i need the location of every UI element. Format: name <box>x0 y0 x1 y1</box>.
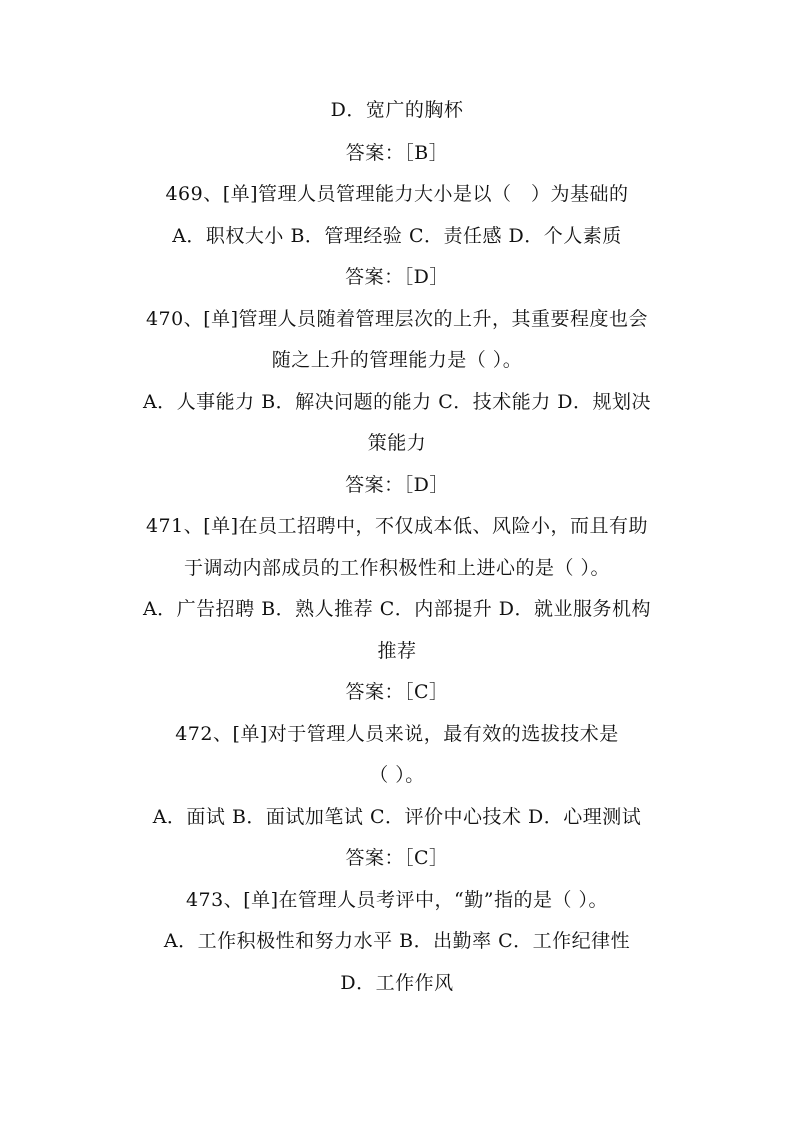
option-line: A．人事能力 B．解决问题的能力 C．技术能力 D．规划决 <box>142 391 652 413</box>
option-line: D．工作作风 <box>340 972 454 994</box>
option-line: 策能力 <box>367 432 427 454</box>
question-line: 470、[单]管理人员随着管理层次的上升，其重要程度也会 <box>145 308 649 330</box>
question-line: 随之上升的管理能力是（ ）。 <box>271 349 523 371</box>
question-line: （ ）。 <box>369 764 425 786</box>
answer-line: 答案：［D］ <box>345 474 449 496</box>
question-line: 于调动内部成员的工作积极性和上进心的是（ ）。 <box>183 557 611 579</box>
answer-line: 答案：［B］ <box>345 142 449 164</box>
option-line: A．职权大小 B．管理经验 C．责任感 D．个人素质 <box>172 225 622 247</box>
answer-line: 答案：［C］ <box>345 847 449 869</box>
option-line: 推荐 <box>377 640 417 662</box>
answer-line: 答案：［D］ <box>345 266 449 288</box>
question-line: 473、[单]在管理人员考评中，“勤”指的是（ ）。 <box>185 889 609 911</box>
question-line: 472、[单]对于管理人员来说，最有效的选拔技术是 <box>175 723 619 745</box>
option-line: A．工作积极性和努力水平 B．出勤率 C．工作纪律性 <box>163 930 631 952</box>
question-line: 471、[单]在员工招聘中，不仅成本低、风险小，而且有助 <box>145 515 649 537</box>
question-line: 469、[单]管理人员管理能力大小是以（ ）为基础的 <box>165 183 629 205</box>
option-line: A．广告招聘 B．熟人推荐 C．内部提升 D．就业服务机构 <box>142 598 652 620</box>
option-line: A．面试 B．面试加笔试 C．评价中心技术 D．心理测试 <box>152 806 642 828</box>
answer-line: 答案：［C］ <box>345 681 449 703</box>
option-line: D．宽广的胸杯 <box>330 99 464 121</box>
